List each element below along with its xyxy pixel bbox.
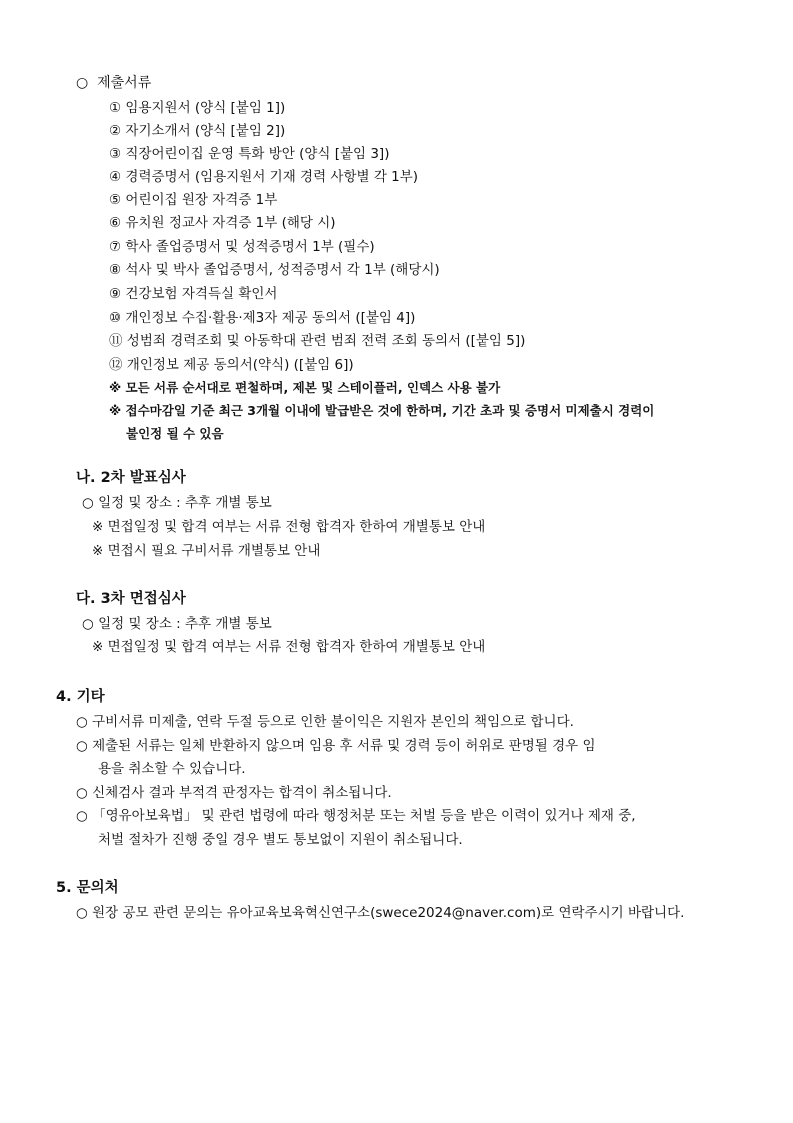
reference-mark: ※ (92, 519, 104, 535)
list-item (109, 307, 415, 329)
list-item (109, 189, 277, 211)
list-item (109, 283, 277, 305)
item-text: 자기소개서 (양식 [붙임 2]) (125, 123, 286, 139)
item-number: ① (109, 100, 122, 116)
list-item-continued: 용을 취소할 수 있습니다. (98, 761, 246, 777)
section-na-note (92, 516, 485, 538)
item-text: 직장어린이집 운영 특화 방안 (양식 [붙임 3]) (125, 146, 390, 162)
section-da-note (92, 636, 485, 658)
list-item (109, 259, 440, 281)
section-da-title: 다. 3차 면접심사 (76, 591, 186, 607)
schedule-text: 일정 및 장소 : 추후 개별 통보 (98, 495, 272, 511)
list-item (109, 143, 389, 165)
list-item (109, 330, 525, 352)
item-text: 석사 및 박사 졸업증명서, 성적증명서 각 1부 (해당시) (125, 262, 440, 278)
item-text: 임용지원서 (양식 [붙임 1]) (125, 100, 286, 116)
item-number: ③ (109, 146, 122, 162)
item-text: 신체검사 결과 부적격 판정자는 합격이 취소됩니다. (92, 785, 392, 801)
section-na-note (92, 540, 320, 562)
item-text: 학사 졸업증명서 및 성적증명서 1부 (필수) (125, 239, 375, 255)
item-number: ⑩ (109, 310, 122, 326)
item-number: ⑧ (109, 262, 122, 278)
section-4-title: 4. 기타 (56, 689, 105, 705)
item-text: 「영유아보육법」 및 관련 법령에 따라 행정처분 또는 처벌 등을 받은 이력이 있거나 제재 중, (92, 808, 636, 824)
item-text: 성범죄 경력조회 및 아동학대 관련 범죄 전력 조회 동의서 ([붙임 5]) (126, 333, 526, 349)
list-item (109, 236, 375, 258)
docs-note-continued: 불인정 될 수 있음 (126, 426, 224, 441)
docs-title: 제출서류 (97, 75, 152, 91)
circle-marker: ○ (76, 738, 88, 754)
item-text: 구비서류 미제출, 연락 두절 등으로 인한 불이익은 지원자 본인의 책임으로 합니다. (92, 714, 574, 730)
item-number: ⑪ (109, 333, 123, 349)
section-na-title: 나. 2차 발표심사 (76, 470, 186, 486)
circle-marker: ○ (76, 714, 88, 730)
circle-marker: ○ (82, 495, 94, 511)
section-5-title: 5. 문의처 (56, 880, 119, 896)
item-text: 제출된 서류는 일체 반환하지 않으며 임용 후 서류 및 경력 등이 허위로 판명될 경우 임 (92, 738, 596, 754)
item-text: 어린이집 원장 자격증 1부 (125, 192, 278, 208)
item-text: 유치원 정교사 자격증 1부 (해당 시) (125, 215, 336, 231)
list-item (109, 166, 418, 188)
item-text: 건강보험 자격득실 확인서 (125, 286, 278, 302)
reference-mark: ※ (109, 403, 122, 418)
circle-marker: ○ (76, 808, 88, 824)
circle-marker: ○ (76, 905, 88, 921)
list-item (109, 354, 354, 376)
item-number: ⑤ (109, 192, 122, 208)
note-text: 접수마감일 기준 최근 3개월 이내에 발급받은 것에 한하며, 기간 초과 및 증명서 미제출시 경력이 (125, 403, 655, 418)
reference-mark: ※ (109, 380, 122, 395)
item-number: ② (109, 123, 122, 139)
reference-mark: ※ (92, 543, 104, 559)
docs-note (109, 377, 500, 399)
docs-heading (76, 72, 151, 94)
note-text: 면접시 필요 구비서류 개별통보 안내 (107, 543, 321, 559)
list-item (76, 735, 596, 757)
item-number: ⑥ (109, 215, 122, 231)
list-item (76, 711, 574, 733)
item-text: 원장 공모 관련 문의는 유아교육보육혁신연구소(swece2024@naver.com)로 연락주시기 바랍니다. (92, 905, 685, 921)
circle-marker: ○ (82, 616, 94, 632)
docs-note (109, 400, 654, 422)
item-text: 개인정보 수집·활용·제3자 제공 동의서 ([붙임 4]) (125, 310, 416, 326)
circle-marker: ○ (76, 75, 89, 91)
item-text: 경력증명서 (임용지원서 기재 경력 사항별 각 1부) (125, 169, 419, 185)
list-item (76, 782, 392, 804)
list-item (109, 212, 336, 234)
list-item (76, 805, 636, 827)
item-number: ④ (109, 169, 122, 185)
list-item (109, 120, 285, 142)
note-text: 면접일정 및 합격 여부는 서류 전형 합격자 한하여 개별통보 안내 (107, 639, 486, 655)
list-item (76, 902, 684, 924)
note-text: 모든 서류 순서대로 편철하며, 제본 및 스테이플러, 인덱스 사용 불가 (125, 380, 501, 395)
item-number: ⑦ (109, 239, 122, 255)
item-text: 개인정보 제공 동의서(약식) ([붙임 6]) (126, 357, 354, 373)
item-number: ⑨ (109, 286, 122, 302)
list-item-continued: 처벌 절차가 진행 중일 경우 별도 통보없이 지원이 취소됩니다. (98, 832, 463, 848)
circle-marker: ○ (76, 785, 88, 801)
item-number: ⑫ (109, 357, 123, 373)
reference-mark: ※ (92, 639, 104, 655)
schedule-text: 일정 및 장소 : 추후 개별 통보 (98, 616, 272, 632)
section-da-schedule (82, 613, 272, 635)
list-item (109, 97, 285, 119)
section-na-schedule (82, 492, 272, 514)
note-text: 면접일정 및 합격 여부는 서류 전형 합격자 한하여 개별통보 안내 (107, 519, 486, 535)
